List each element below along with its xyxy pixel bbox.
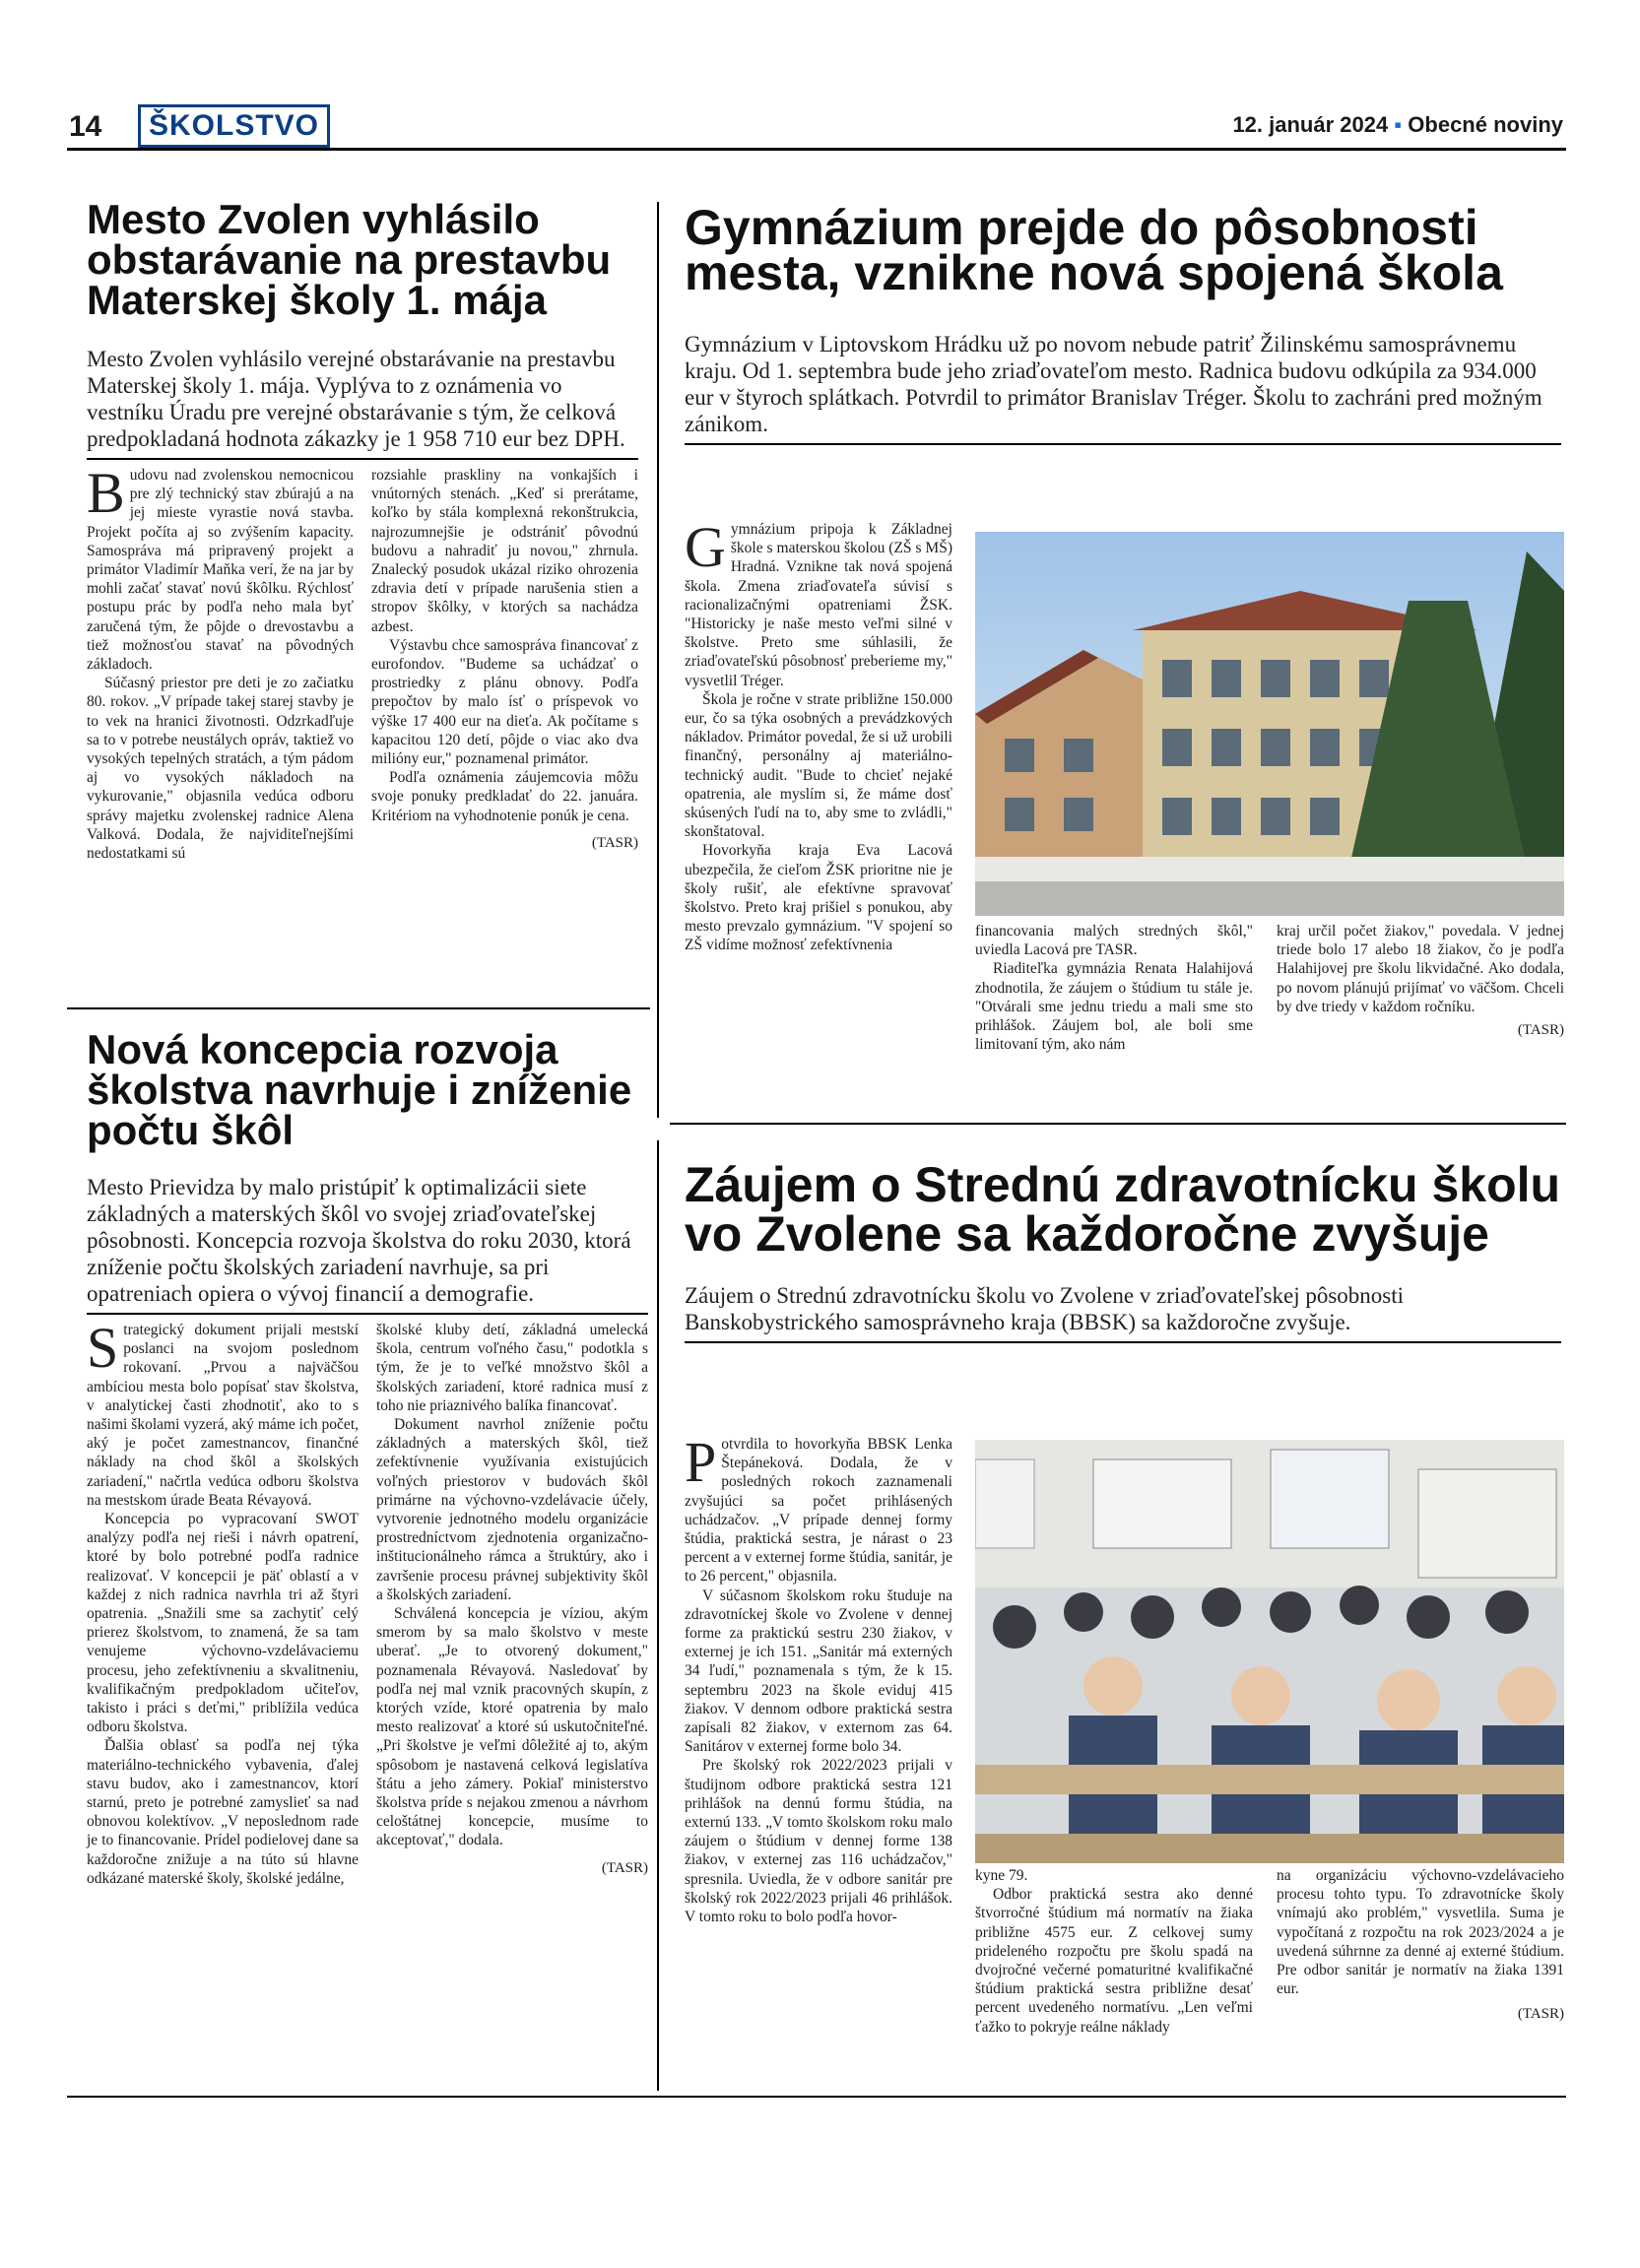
photo-school-building bbox=[975, 532, 1564, 916]
paragraph bbox=[685, 515, 952, 690]
footer-rule bbox=[67, 2096, 1566, 2098]
paragraph: Pre školský rok 2022/2023 prijali v študijnom odbore praktická sestra 121 prihlášok na dennú formu štúdia, na externú 133. „V tomto školskom roku malo záujem o štúdium v dennej forme 138 žiakov, v externej zas 116 uchádzačov," spresnila. Uviedla, že v odbore sanitár pre školský rok 2022/2023 prijali 46 prihlášok. V tomto roku to bolo podľa hovor- bbox=[685, 1757, 952, 1926]
source-credit: (TASR) bbox=[591, 834, 638, 851]
article-gymnazium bbox=[685, 200, 1561, 445]
column-divider-bottom bbox=[657, 1140, 659, 2091]
article-body-column bbox=[975, 922, 1253, 1054]
article-body-column bbox=[1277, 1866, 1564, 2023]
article-separator bbox=[67, 1007, 650, 1009]
source-credit: (TASR) bbox=[601, 1859, 648, 1876]
paragraph: kyne 79. bbox=[975, 1867, 1028, 1884]
article-title: Gymnázium prejde do pôsobnosti mesta, vznikne nová spojená škola bbox=[685, 200, 1503, 300]
article-body bbox=[87, 461, 638, 863]
paragraph: školské kluby detí, základná umelecká škola, centrum voľného času," podotkla s tým, že je to veľké množstvo škôl a školských zariadení, ktoré radnica musí z toho nie priaznivého balíka financovať. bbox=[376, 1322, 648, 1414]
paragraph: kraj určil počet žiakov," povedala. V jednej triede bolo 17 alebo 18 žiakov, čo je podľa Halahijovej pre školu likvidačné. Ako dodala, po novom plánujú prijímať vo väčšom. Chceli by dve triedy v každom ročníku. bbox=[1277, 923, 1564, 1015]
paragraph: Hovorkyňa kraja Eva Lacová ubezpečila, že cieľom ŽSK prioritne nie je školy rušiť, ale efektívne spravovať školstvo. Preto kraj prišiel s ponukou, aby mesto prevzalo gymnázium. "V spojení so ZŠ vidíme možnosť zefektívnenia bbox=[685, 842, 952, 954]
article-title: Záujem o Strednú zdravotnícku školu vo Zvolene sa každoročne zvyšuje bbox=[685, 1157, 1561, 1262]
article-zvolen-health-school bbox=[685, 1157, 1561, 1343]
issue-info bbox=[1232, 112, 1563, 138]
lead-rule bbox=[87, 1313, 648, 1315]
article-title: Mesto Zvolen vyhlásilo obstarávanie na prestavbu Materskej školy 1. mája bbox=[87, 196, 612, 323]
paragraph: Koncepcia po vypracovaní SWOT analýzy podľa nej rieši i návrh opatrení, ktoré by bolo potrebné podľa radnice realizovať. V koncepcii je päť oblastí a v každej z nich radnica navrhla tri až štyri opatrenia. „Snažili sme sa zachytiť celý prierez školstvom, to znamená, že sa tam venujeme výchovno-vzdelávaciemu procesu, jeho zefektívneniu a skvalitneniu, kvalifikačným predpokladom učiteľov, takisto i práci s deťmi," priblížila vedúca odboru školstva. bbox=[87, 1511, 359, 1736]
body-column bbox=[376, 1321, 648, 1888]
paragraph bbox=[685, 1430, 952, 1587]
paragraph: na organizáciu výchovno-vzdelávacieho procesu tohto typu. To zdravotnícke školy vnímajú ako problém," vysvetlila. Suma je vypočítaná z rozpočtu na rok 2023/2024 a je uvedená súhrnne za denné aj externé štúdium. Pre odbor sanitár je normatív na žiaka 1391 eur. bbox=[1277, 1867, 1564, 1998]
section-label: ŠKOLSTVO bbox=[138, 104, 330, 148]
header-rule bbox=[67, 148, 1566, 151]
paragraph: Podľa oznámenia záujemcovia môžu svoje ponuky predkladať do 22. januára. Kritériom na vyhodnotenie ponúk je cena. bbox=[371, 769, 638, 824]
article-body-column bbox=[975, 1866, 1253, 2037]
column-divider-top bbox=[657, 202, 659, 1118]
paragraph: rozsiahle praskliny na vonkajších i vnútorných stenách. „Keď si prerátame, koľko by stála komplexná rekonštrukcia, najrozumnejšie je odstrániť pôvodnú budovu a nahradiť ju novou," zhrnula. Znalecký posudok ukázal riziko ohrozenia zdravia detí v prípade narušenia stien a stropov škôlky, v ktorých sa nachádza azbest. bbox=[371, 467, 638, 635]
article-prievidza-concept bbox=[87, 1026, 648, 1888]
article-body-column bbox=[1277, 922, 1564, 1039]
paragraph bbox=[87, 1316, 359, 1510]
paragraph: financovania malých stredných škôl," uviedla Lacová pre TASR. bbox=[975, 923, 1253, 959]
paragraph: Riaditeľka gymnázia Renata Halahijová zhodnotila, že záujem o štúdium tu stále je. "Otvárali sme jednu triedu a mali sme sto prihlášok. Záujem bol, ale boli sme limitovaní tým, ako nám bbox=[975, 960, 1253, 1054]
school-building-illustration bbox=[975, 532, 1564, 916]
classroom-illustration bbox=[975, 1440, 1564, 1863]
article-body-column bbox=[685, 1430, 952, 1926]
publication-name: Obecné noviny bbox=[1408, 112, 1563, 137]
issue-date: 12. január 2024 bbox=[1232, 112, 1389, 137]
body-column bbox=[371, 466, 638, 863]
paragraph: Schválená koncepcia je víziou, akým smerom by sa malo školstvo v meste uberať. „Je to otvorený dokument," poznamenala Révayová. Nasledovať by podľa nej mal vznik pracovných skupín, z ktorých vzíde, ktoré opatrenia by malo mesto realizovať a ktoré sú uskutočniteľné. „Pri školstve je veľmi dôležité aj to, akým spôsobom je nastavená celková legislatíva štátu a jeho zámery. Pokiaľ ministerstvo školstva príde s nejakou zmenou a návrhom celoštátnej koncepcie, musíme to akceptovať," dodala. bbox=[376, 1605, 648, 1849]
drop-cap: G bbox=[685, 515, 726, 579]
paragraph: V súčasnom školskom roku študuje na zdravotníckej škole vo Zvolene v dennej forme za praktickú sestru 230 žiakov, v externej je ich 151. „Sanitár má externých 34 ľudí," poznamenala s tým, že k 15. septembru 2023 na škole eviduj 415 žiakov. V dennom odbore praktická sestra zapísali 82 žiakov, v externom zas 64. Sanitárov v externej forme bolo 34. bbox=[685, 1587, 952, 1756]
paragraph-text: trategický dokument prijali mestskí poslanci na svojom poslednom rokovaní. „Prvou a najväčšou ambíciou mesta bolo popísať stav školstva, v analytickej časti zhodnotiť, ako to s našimi školami vyzerá, aký máme ich počet, aký je počet zamestnancov, finančné náklady na chod škôl a školských zariadení," načrtla vedúca odboru školstva na mestskom úrade Beata Révayová. bbox=[87, 1322, 359, 1509]
drop-cap: P bbox=[685, 1430, 717, 1494]
article-body-column bbox=[685, 515, 952, 955]
article-title: Nová koncepcia rozvoja školstva navrhuje i zníženie počtu škôl bbox=[87, 1026, 632, 1153]
paragraph-text: ymnázium pripoja k Základnej škole s materskou školou (ZŠ s MŠ) Hradná. Vznikne tak nová spojená škola. Zmena zriaďovateľa súvisí s racionalizačnými opatreniami ŽSK. "Historicky je naše mesto veľmi silné v školstve. Preto sme súhlasili, že zriaďovateľskú pôsobnosť preberieme my," vysvetlil Tréger. bbox=[685, 521, 952, 689]
paragraph: Dokument navrhol zníženie počtu základných a materských škôl, tiež zefektívnenie využívania existujúcich voľných priestorov v budovách škôl primárne na výchovno-vzdelávacie účely, vytvorenie jednotného modelu organizácie prostredníctvom zjednotenia organizačno-inštitucionálneho rámca a štruktúry, ako i završenie procesu právnej subjektivity škôl a školských zariadení. bbox=[376, 1416, 648, 1603]
separator-dot: ▪ bbox=[1394, 112, 1403, 137]
article-lead: Mesto Prievidza by malo pristúpiť k optimalizácii siete základných a materských škôl vo svojej zriaďovateľskej pôsobnosti. Koncepcia rozvoja školstva do roku 2030, ktorá zníženie počtu školských zariadení navrhuje, sa pri opatreniach opiera o vývoj financií a demografie. bbox=[87, 1175, 631, 1306]
drop-cap: B bbox=[87, 461, 125, 525]
article-lead: Mesto Zvolen vyhlásilo verejné obstarávanie na prestavbu Materskej školy 1. mája. Vyplýva to z oznámenia vo vestníku Úradu pre verejné obstarávanie s tým, že celková predpokladaná hodnota zákazky je 1 958 710 eur bez DPH. bbox=[87, 347, 625, 451]
page-number: 14 bbox=[69, 110, 102, 143]
lead-rule bbox=[685, 1341, 1561, 1343]
paragraph: Súčasný priestor pre deti je zo začiatku 80. rokov. „V prípade takej starej stavby je to vek na hranici životnosti. Odzrkadľuje sa to v potrebe neustálych opráv, taktiež vo vysokých tepelných stratách, a tým pádom aj vo vysokých nákladoch na vykurovanie," objasnila vedúca odboru správy majetku zvolenskej radnice Alena Valková. Dodala, že najviditeľnejšími nedostatkami sú bbox=[87, 675, 354, 863]
lead-rule bbox=[87, 458, 638, 460]
article-zvolen-kindergarten bbox=[87, 196, 638, 863]
paragraph-text: udovu nad zvolenskou nemocnicou pre zlý technický stav zbúrajú a na jej mieste vyrastie nová stavba. Projekt počíta aj so zvýšením kapacity. Samospráva má pripravený projekt a primátor Vladimír Maňka verí, že na jar by mohli začať stavať novú škôlku. Rýchlosť postupu prác by podľa neho mala byť zaručená tým, že pôjde o drevostavbu a tiež možnosťou stavať na pôvodných základoch. bbox=[87, 467, 354, 674]
article-body bbox=[87, 1316, 648, 1888]
photo-classroom bbox=[975, 1440, 1564, 1863]
paragraph-text: otvrdila to hovorkyňa BBSK Lenka Štepáneková. Dodala, že v posledných rokoch zaznamenali zvyšujúci sa počet prihlásených uchádzačov. „V prípade dennej formy štúdia, praktická sestra, je nárast o 23 percent a v externej forme štúdia, sanitár, je to 26 percent," objasnila. bbox=[685, 1436, 952, 1586]
body-column bbox=[87, 1316, 359, 1888]
lead-rule bbox=[685, 443, 1561, 445]
paragraph: Škola je ročne v strate približne 150.000 eur, čo sa týka osobných a prevádzkových nákladov. Primátor povedal, že si už urobili finančný, personálny aj materiálno-technický audit. "Bude to chcieť nejaké opatrenia, ale myslím si, že máme dosť skúsených ľudí na to, aby sme to zvládli," skonštatoval. bbox=[685, 690, 952, 841]
paragraph bbox=[87, 461, 354, 674]
paragraph: Ďalšia oblasť sa podľa nej týka materiálno-technického vybavenia, ďalej stavu budov, ako i zamestnancov, ktorí starnú, preto je potrebné zamyslieť sa nad obnovou kolektívov. „V neposlednom rade je to financovanie. Prídel podielovej dane sa každoročne znižuje a na túto sú hlavne odkázané materské školy, školské jedálne, bbox=[87, 1737, 359, 1887]
source-credit: (TASR) bbox=[1517, 2006, 1564, 2023]
body-column bbox=[87, 461, 354, 863]
article-lead: Záujem o Strednú zdravotnícku školu vo Zvolene v zriaďovateľskej pôsobnosti Banskobystrického samosprávneho kraja (BBSK) sa každoročne zvyšuje. bbox=[685, 1283, 1405, 1334]
paragraph: Odbor praktická sestra ako denné štvorročné štúdium má normatív na žiaka približne 4575 eur. Z celkovej sumy prideleného rozpočtu pre školu spadá na dvojročné večerné pomaturitné kvalifikačné štúdium praktická sestra približne desať percent uvedeného normatívu. „Len veľmi ťažko to pokryje reálne náklady bbox=[975, 1886, 1253, 2036]
source-credit: (TASR) bbox=[1517, 1022, 1564, 1039]
drop-cap: S bbox=[87, 1316, 119, 1380]
paragraph: Výstavbu chce samospráva financovať z eurofondov. "Budeme sa uchádzať o prostriedky z plánu obnovy. Podľa prepočtov by malo ísť o príspevok vo výške 17 400 eur na dieťa. Ak počítame s kapacitou 120 detí, pôjde o viac ako dva milióny eur," poznamenal primátor. bbox=[371, 636, 638, 768]
article-separator bbox=[670, 1123, 1566, 1125]
article-lead: Gymnázium v Liptovskom Hrádku už po novom nebude patriť Žilinskému samosprávnemu kraju. Od 1. septembra bude jeho zriaďovateľom mesto. Radnica budovu odkúpila za 934.000 eur v štyroch splátkach. Potvrdil to primátor Branislav Tréger. Školu to zachráni pred možným zánikom. bbox=[685, 332, 1542, 436]
